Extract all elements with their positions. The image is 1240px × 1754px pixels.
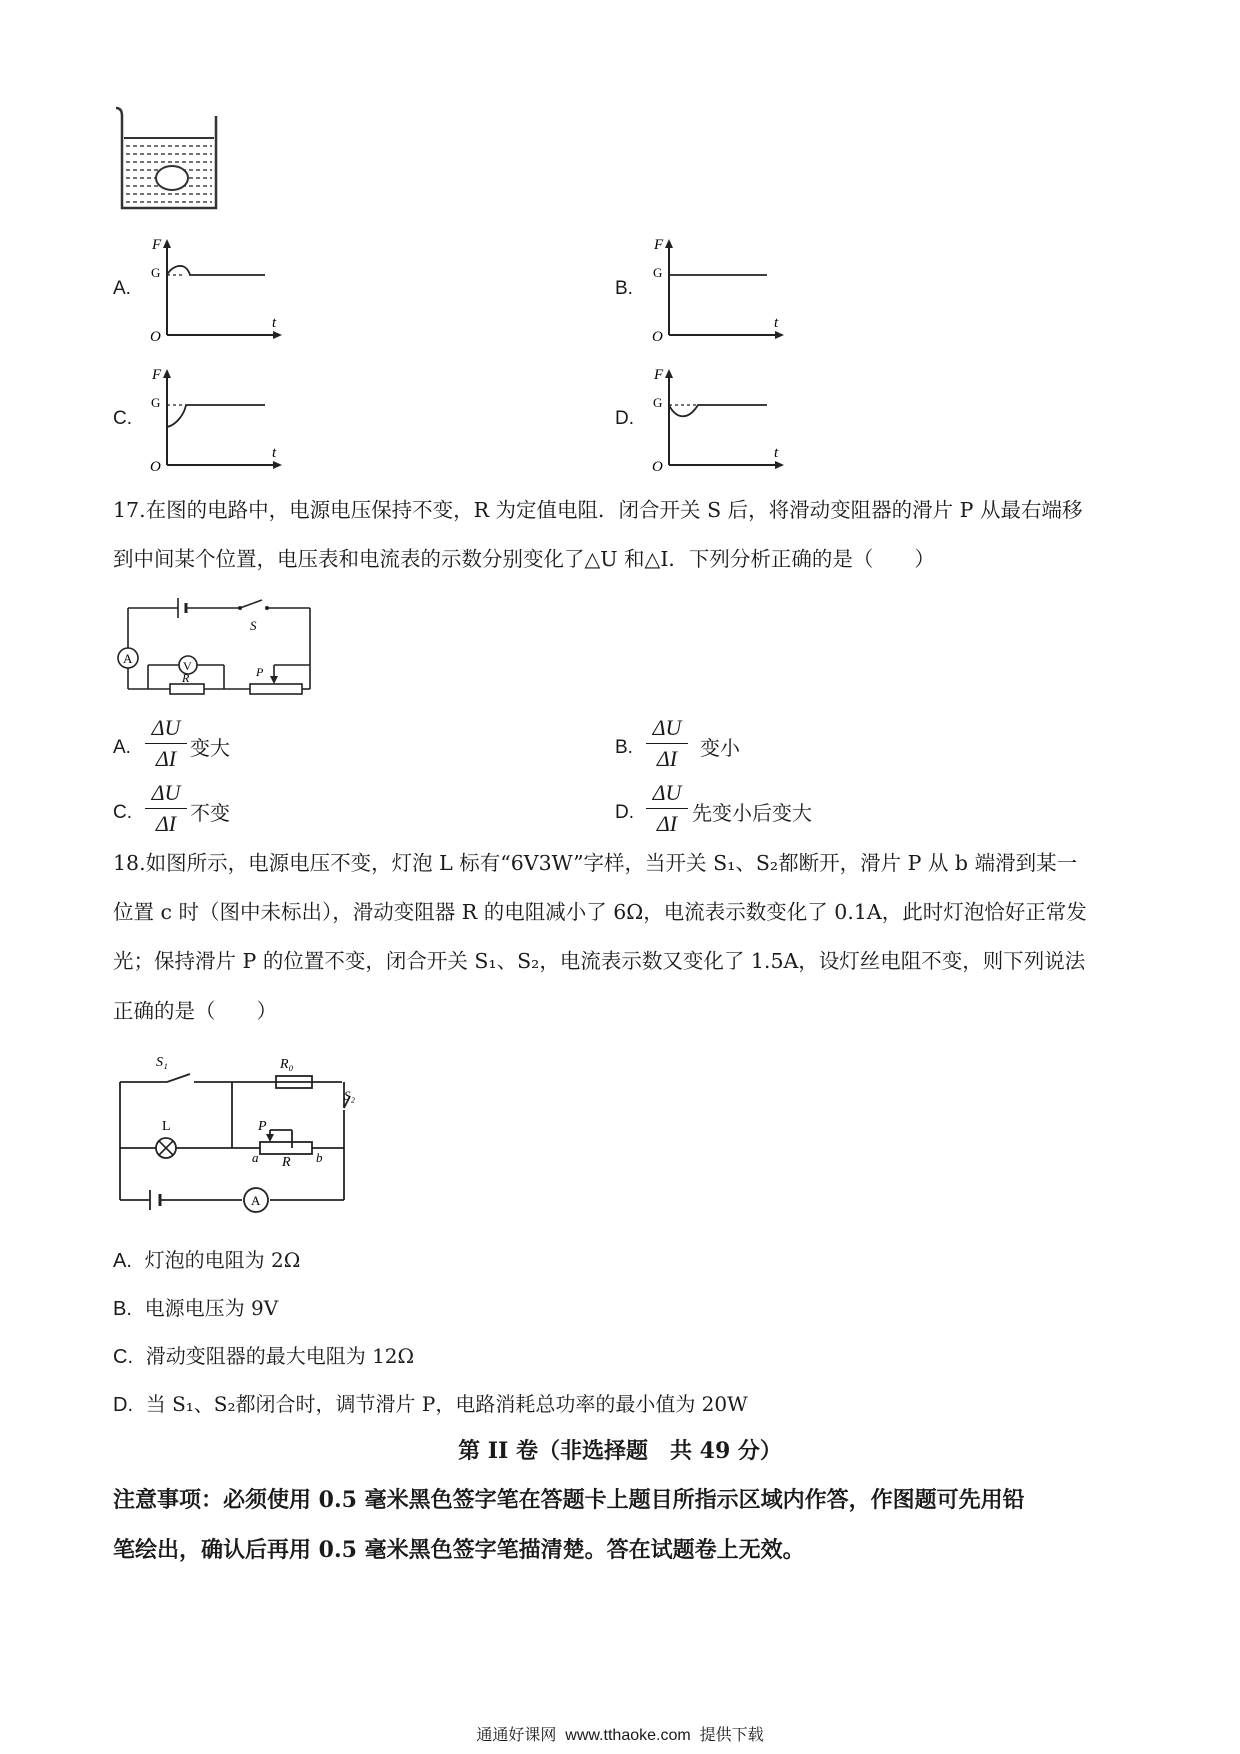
option-text: 不变 xyxy=(190,801,230,825)
slider-label: P xyxy=(258,1119,267,1134)
s1-label: S₁ xyxy=(156,1055,168,1070)
end-b-label: b xyxy=(316,1150,323,1165)
g-level-label: G xyxy=(653,265,663,280)
r0-label: R₀ xyxy=(280,1057,294,1072)
origin-label: O xyxy=(652,329,663,345)
origin-label: O xyxy=(150,329,161,345)
beaker-with-egg-icon xyxy=(112,104,222,214)
notice-line-2: 笔绘出，确认后再用 0.5 毫米黑色签字笔描清楚。答在试题卷上无效。 xyxy=(113,1537,805,1563)
frac-denominator: ΔI xyxy=(155,746,177,771)
option-letter: D. xyxy=(113,1394,133,1416)
option-letter: C. xyxy=(113,1346,133,1368)
q18-option-c xyxy=(113,1342,414,1371)
y-axis-label: F xyxy=(152,367,162,383)
option-letter: C. xyxy=(113,408,132,429)
option-text: 变大 xyxy=(190,736,230,760)
option-letter: A. xyxy=(113,1250,132,1272)
option-letter: D. xyxy=(615,802,634,823)
option-letter: A. xyxy=(113,278,131,299)
option-text: 电源电压为 9V xyxy=(144,1296,279,1320)
x-axis-label: t xyxy=(774,445,779,461)
y-axis-label: F xyxy=(654,367,664,383)
slider-label: P xyxy=(256,665,264,679)
graph-a xyxy=(140,235,290,345)
frac-denominator: ΔI xyxy=(656,811,678,836)
origin-label: O xyxy=(150,459,161,475)
ammeter-label: A xyxy=(251,1193,261,1208)
x-axis-label: t xyxy=(774,315,779,331)
graph-b xyxy=(642,235,792,345)
q18-option-a xyxy=(113,1246,300,1275)
q18-option-d xyxy=(113,1390,748,1419)
option-letter: B. xyxy=(615,278,633,299)
frac-numerator: ΔU xyxy=(151,780,181,805)
beaker-figure xyxy=(112,104,222,214)
ammeter-label: A xyxy=(123,651,133,666)
g-level-label: G xyxy=(653,395,663,410)
q18-circuit-diagram xyxy=(112,1050,392,1220)
q18-text-line-2: 位置 c 时（图中未标出），滑动变阻器 R 的电阻减小了 6Ω，电流表示数变化了 0.1A，此时灯泡恰好正常发 xyxy=(113,900,1087,924)
option-letter: A. xyxy=(113,737,131,758)
option-text: 变小 xyxy=(700,736,740,760)
notice-line-1: 注意事项：必须使用 0.5 毫米黑色签字笔在答题卡上题目所指示区域内作答，作图题可先用铅 xyxy=(113,1487,1025,1513)
option-text: 滑动变阻器的最大电阻为 12Ω xyxy=(145,1344,415,1368)
lamp-label: L xyxy=(162,1119,171,1134)
frac-denominator: ΔI xyxy=(155,811,177,836)
q17-text-line-2: 到中间某个位置，电压表和电流表的示数分别变化了△U 和△I．下列分析正确的是（ ） xyxy=(113,547,935,571)
switch-label: S xyxy=(250,618,257,633)
y-axis-label: F xyxy=(152,237,162,253)
graph-d xyxy=(642,365,792,475)
delta-u-over-delta-i xyxy=(646,779,688,838)
option-text: 当 S₁、S₂都闭合时，调节滑片 P，电路消耗总功率的最小值为 20W xyxy=(145,1392,748,1416)
g-level-label: G xyxy=(151,395,161,410)
q17-circuit-diagram xyxy=(112,590,322,705)
end-a-label: a xyxy=(252,1150,259,1165)
resistor-label: R xyxy=(282,1155,291,1170)
option-letter: D. xyxy=(615,408,634,429)
g-level-label: G xyxy=(151,265,161,280)
frac-numerator: ΔU xyxy=(652,780,682,805)
option-letter: B. xyxy=(615,737,633,758)
delta-u-over-delta-i xyxy=(145,714,187,773)
option-text: 先变小后变大 xyxy=(692,801,812,825)
q18-text-line-3: 光；保持滑片 P 的位置不变，闭合开关 S₁、S₂，电流表示数又变化了 1.5A，设灯丝电阻不变，则下列说法 xyxy=(113,949,1086,973)
y-axis-label: F xyxy=(654,237,664,253)
q18-text-line-1: 18.如图所示，电源电压不变，灯泡 L 标有“6V3W”字样，当开关 S₁、S₂都断开，滑片 P 从 b 端滑到某一 xyxy=(113,851,1078,875)
frac-denominator: ΔI xyxy=(656,746,678,771)
delta-u-over-delta-i xyxy=(145,779,187,838)
origin-label: O xyxy=(652,459,663,475)
option-letter: C. xyxy=(113,802,132,823)
frac-numerator: ΔU xyxy=(151,715,181,740)
voltmeter-label: V xyxy=(183,659,192,673)
q18-option-b xyxy=(113,1294,278,1323)
graph-c xyxy=(140,365,290,475)
q17-text-line-1: 17.在图的电路中，电源电压保持不变，R 为定值电阻．闭合开关 S 后，将滑动变阻器的滑片 P 从最右端移 xyxy=(113,498,1083,522)
delta-u-over-delta-i xyxy=(646,714,688,773)
x-axis-label: t xyxy=(272,445,277,461)
x-axis-label: t xyxy=(272,315,277,331)
section-title: 第 II 卷（非选择题 共 49 分） xyxy=(458,1438,782,1464)
footer-text: 通通好课网 www.tthaoke.com 提供下载 xyxy=(476,1727,764,1744)
option-text: 灯泡的电阻为 2Ω xyxy=(144,1248,301,1272)
q18-text-line-4: 正确的是（ ） xyxy=(113,999,277,1023)
option-letter: B. xyxy=(113,1298,132,1320)
resistor-label: R xyxy=(182,671,190,685)
frac-numerator: ΔU xyxy=(652,715,682,740)
s2-label: S₂ xyxy=(344,1088,356,1103)
